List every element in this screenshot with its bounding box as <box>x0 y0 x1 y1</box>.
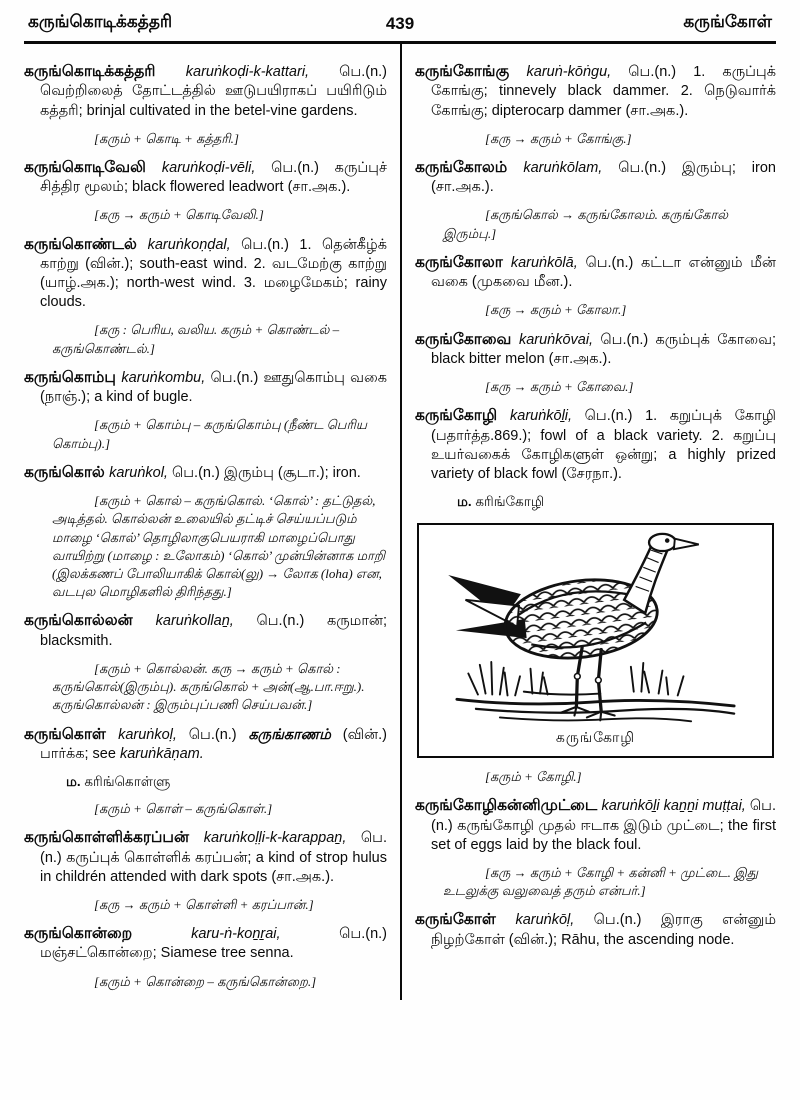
text-segment: கருங்கோலம் <box>415 158 524 176</box>
text-segment: karuṅkoḍi-vēli, <box>161 159 256 176</box>
text-segment: karuṅkōḷ, <box>515 912 575 929</box>
cognate-note <box>457 493 776 511</box>
text-segment: பெ.(n.) கருமான்; blacksmith. <box>40 613 387 649</box>
dictionary-entry <box>24 235 387 313</box>
text-segment: karuṅkollaṉ, <box>155 613 234 630</box>
etymology-note <box>415 378 776 396</box>
text-columns <box>0 44 800 1000</box>
text-segment: karuṅkōlam, <box>523 159 603 176</box>
text-segment: karuṅkoḍi-k-kattari, <box>185 64 310 80</box>
left-column <box>24 44 400 1000</box>
etymology-note <box>24 206 387 224</box>
text-segment: karuṅkoṇḍal, <box>147 236 231 253</box>
text-segment: karuṅkōḻi kaṉṉi muṭṭai, <box>601 798 746 815</box>
bird-illustration <box>423 531 768 727</box>
dictionary-entry <box>415 406 776 484</box>
text-segment: கருங்கோலா <box>415 253 511 271</box>
etymology-note <box>24 492 387 601</box>
dictionary-entry <box>24 62 387 121</box>
text-segment: பெ.(n.) 1. தென்கீழ்க் காற்று (வின்.); south-east wind. 2. வடமேற்கு காற்று (யாழ்.அக.); north-west wind. 3. மழைமேகம்; rainy clouds. <box>40 236 387 311</box>
bird-figure-box <box>417 523 774 758</box>
text-segment: [கரும் + கொல்லன். கரு → கரும் + கொல் : கருங்கொல்(இரும்பு). கருங்கொல் + அன்(ஆ.பா.ஈறு.). கருங்கொல்லன் : இரும்புப்பணி செய்பவன்.] <box>52 660 365 713</box>
text-segment: karuṅ-kōṅgu, <box>526 64 612 80</box>
text-segment: கருங்கொண்டல் <box>24 235 148 253</box>
text-segment: [கரு → கரும் + கோலா.] <box>485 302 627 318</box>
text-segment: karuṅkāṇam. <box>119 745 204 762</box>
text-segment: கருங்கோழிகன்னிமுட்டை <box>415 797 602 815</box>
text-segment: [கரும் + கொள் – கருங்கொள்.] <box>94 800 273 816</box>
text-segment: கரிங்கோழி <box>471 494 545 510</box>
text-segment: பெ.(n.) கருப்புக் கொள்ளிக் கரப்பன்; a kind of strop hulus in childrén attended with dark spots (சா.அக.). <box>40 830 387 885</box>
text-segment: [கரும் + கொன்றை – கருங்கொன்றை.] <box>94 973 317 989</box>
text-segment: பெ.(n.) <box>176 726 249 743</box>
page-number: 439 <box>385 14 415 33</box>
text-segment: பெ.(n.) 1. கறுப்புக் கோழி (பதார்த்த.869.); fowl of a black variety. 2. கறுப்பு உயர்வகைக் கோழிகளுள் ஒன்று; a highly prized variety of black fowl (சேரநா.). <box>431 408 776 483</box>
text-segment: பெ.(n.) கரும்புக் கோவை; black bitter melon (சா.அக.). <box>431 331 776 368</box>
figure-caption: கருங்கோழி <box>555 729 636 746</box>
text-segment: [கரு → கரும் + கோங்கு.] <box>485 130 632 146</box>
text-segment: பெ.(n.) கருப்புச் சித்திர மூலம்; black flowered leadwort (சா.அக.). <box>40 159 387 196</box>
text-segment: karuṅkōḻi, <box>510 408 573 425</box>
text-segment: [கரும் + கொல் – கருங்கொல். ‘கொல்’ : தட்டுதல், அடித்தல். கொல்லன் உலையில் தட்டிச் செய்யப்படும் மாழை ‘கொல்’ தொழிலாகுபெயராகி மாழைப்பொது வாயிற்று (மாழை : உலோகம்) ‘கொல்’ முன்பின்னாக மாறி (இலக்கணப் போலியாகிக் கொல்(லு) → லோக (loha) என, வடபுல மொழிகளில் திரிந்தது.] <box>52 493 386 600</box>
right-column <box>400 44 776 1000</box>
left-guideword: கருங்கொடிக்கத்தரி <box>28 12 173 31</box>
text-segment: கருங்கொல்லன் <box>24 612 156 630</box>
text-segment: கருங்கோவை <box>415 330 519 348</box>
text-segment: கருங்கொள் <box>24 725 119 743</box>
text-segment: ம. <box>66 774 81 790</box>
text-segment: கருங்கொம்பு <box>24 368 122 386</box>
etymology-note <box>415 864 776 900</box>
text-segment: பெ.(n.) இரும்பு; iron (சா.அக.). <box>431 159 776 196</box>
text-segment: கருங்கோழி <box>415 407 510 425</box>
text-segment: karuṅkoḷ, <box>118 726 177 743</box>
text-segment: பெ.(n.) கட்டா என்னும் மீன் வகை (முகவை மீன.). <box>431 254 776 291</box>
text-segment: கருங்கொடிவேலி <box>24 158 162 176</box>
etymology-note <box>24 973 387 991</box>
text-segment: [கருங்கொல் → கருங்கோலம். கருங்கோல் இரும்பு.] <box>443 207 729 241</box>
dictionary-entry <box>24 725 387 765</box>
dictionary-entry <box>415 796 776 855</box>
text-segment: பெ.(n.) ஊதுகொம்பு வகை (நாஞ்.); a kind of bugle. <box>40 369 387 406</box>
text-segment: [கரு → கரும் + கோவை.] <box>485 379 634 395</box>
dictionary-entry <box>24 158 387 198</box>
right-guideword: கருங்கோள் <box>683 12 772 31</box>
etymology-note <box>24 416 387 452</box>
text-segment: பெ.(n.) கருங்கோழி முதல் ஈடாக இடும் முட்டை; the first set of eggs laid by the black foul. <box>431 798 777 853</box>
text-segment: கரிங்கொள்ளு <box>80 774 171 790</box>
text-segment: karu-ṅ-koṉṟai, <box>191 926 281 942</box>
etymology-note <box>415 130 776 148</box>
etymology-note <box>415 301 776 319</box>
text-segment: கருங்காணம் <box>248 726 331 743</box>
etymology-note <box>415 206 776 242</box>
text-segment: கருங்கொன்றை <box>24 925 192 942</box>
dictionary-entry <box>415 62 776 121</box>
etymology-note <box>24 896 387 914</box>
text-segment: கருங்கோங்கு <box>415 63 527 80</box>
text-segment: பெ.(n.) இராகு என்னும் நிழற்கோள் (வின்.); Rāhu, the ascending node. <box>431 912 776 948</box>
text-segment: [கரு → கரும் + கோழி + கன்னி + முட்டை. இது உடலுக்கு வலுவைத் தரும் என்பர்.] <box>443 864 759 899</box>
text-segment: [கரும் + கொம்பு – கருங்கொம்பு (நீண்ட பெரிய கொம்பு).] <box>52 417 367 451</box>
cognate-note <box>66 773 387 791</box>
text-segment: கருங்கோள் <box>415 911 516 929</box>
text-segment: [கரு : பெரிய, வலிய. கரும் + கொண்டல் – கருங்கொண்டல்.] <box>52 322 340 356</box>
text-segment: karuṅkōlā, <box>510 254 578 271</box>
text-segment: பெ.(n.) இரும்பு (சூடா.); iron. <box>167 464 361 481</box>
text-segment: [கரு → கரும் + கொள்ளி + கரப்பான்.] <box>94 896 314 912</box>
text-segment: கருங்கொல் <box>24 463 110 481</box>
text-segment: [கரும் + கோழி.] <box>485 769 582 785</box>
text-segment: (வின்.) பார்க்க; see <box>40 726 387 762</box>
dictionary-entry <box>24 924 387 964</box>
dictionary-entry <box>24 828 387 887</box>
dictionary-entry <box>415 158 776 198</box>
text-segment: கருங்கொடிக்கத்தரி <box>24 63 186 80</box>
etymology-note <box>415 768 776 786</box>
etymology-note <box>24 660 387 715</box>
text-segment: karuṅkombu, <box>121 369 206 386</box>
text-segment: பெ.(n.) வெற்றிலைத் தோட்டத்தில் ஊடுபயிராகப் பயிரிடும் கத்தரி; brinjal cultivated in the betel-vine gardens. <box>40 64 387 119</box>
text-segment: karuṅkōvai, <box>518 331 594 348</box>
text-segment: karuṅkol, <box>109 464 168 481</box>
etymology-note <box>24 321 387 357</box>
dictionary-entry <box>415 253 776 293</box>
text-segment: [கரு → கரும் + கொடிவேலி.] <box>94 207 264 223</box>
text-segment: பெ.(n.) 1. கருப்புக் கோங்கு; tinnevely black dammer. 2. நெடுவார்க் கோங்கு; dipterocarp dammer (சா.அக.). <box>431 64 776 119</box>
text-segment: கருங்கொள்ளிக்கரப்பன் <box>24 829 204 847</box>
dictionary-entry <box>24 611 387 651</box>
page-header <box>0 0 800 38</box>
etymology-note <box>24 800 387 818</box>
etymology-note <box>24 130 387 148</box>
dictionary-entry <box>415 910 776 950</box>
dictionary-entry <box>24 368 387 408</box>
text-segment: [கரும் + கொடி + கத்தரி.] <box>94 130 239 146</box>
dictionary-entry <box>415 330 776 370</box>
text-segment: பெ.(n.) மஞ்சட்கொன்றை; Siamese tree senna. <box>40 926 387 962</box>
dictionary-entry <box>24 463 387 483</box>
text-segment: ம. <box>457 494 472 510</box>
text-segment: karuṅkoḷḷi-k-karappaṉ, <box>203 830 347 847</box>
